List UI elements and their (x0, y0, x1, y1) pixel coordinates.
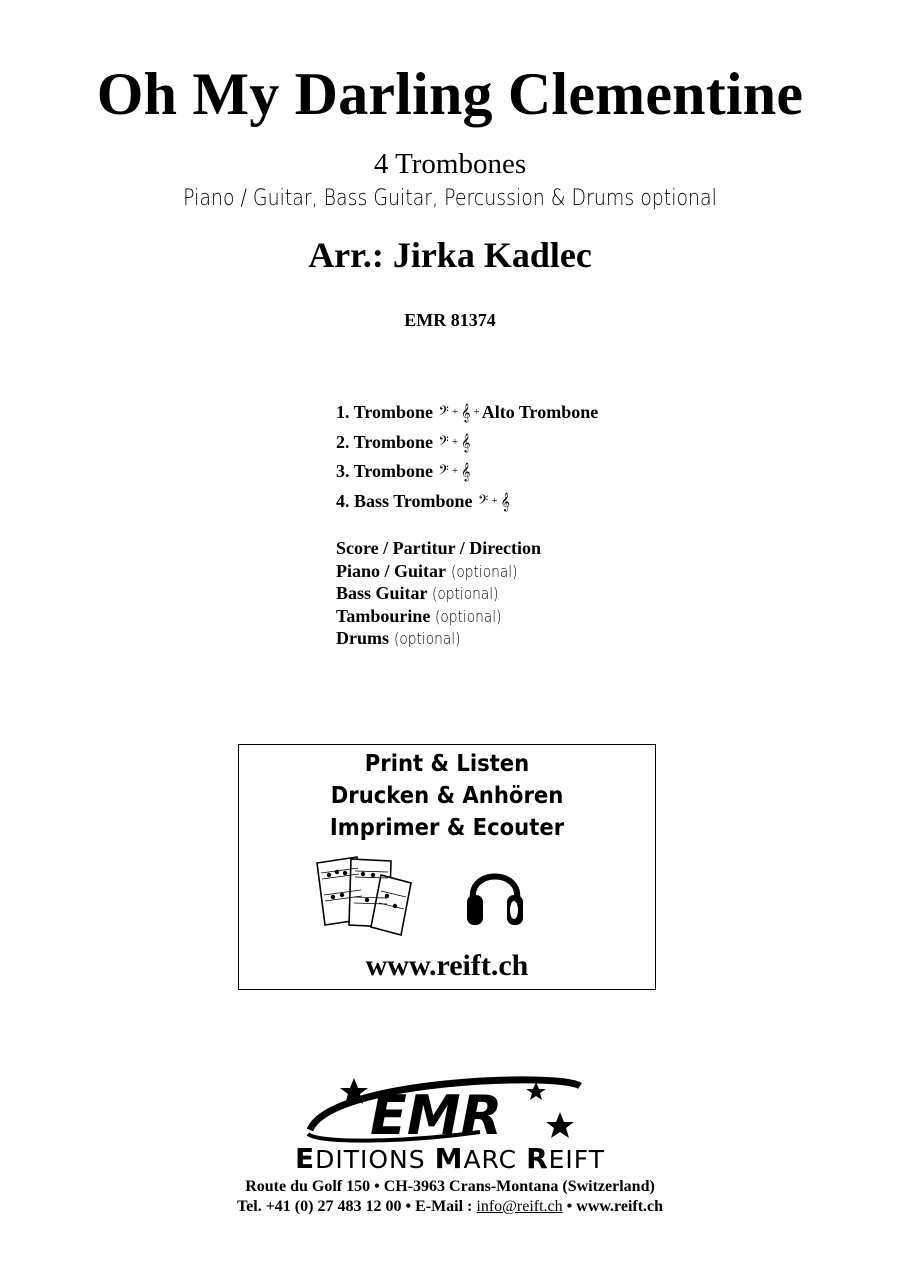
email-link[interactable]: info@reift.ch (476, 1198, 563, 1215)
part-suffix: Alto Trombone (481, 402, 599, 422)
part-label: 1. Trombone (336, 402, 434, 422)
plus-icon: + (451, 435, 459, 448)
promo-line-en: Print & Listen (364, 751, 530, 777)
extra-note: (optional) (434, 606, 502, 626)
star-icon (546, 1112, 574, 1138)
bass-clef-icon: 𝄢 (478, 493, 489, 511)
instrumentation: Piano / Guitar, Bass Guitar, Percussion & Drums optional (183, 186, 717, 211)
parts-list (336, 402, 756, 520)
extra-label: Piano / Guitar (336, 560, 447, 581)
promo-line-de: Drucken & Anhören (330, 783, 564, 809)
catalog-number: EMR 81374 (404, 310, 496, 330)
publisher-name: EDITIONS MARC REIFT (294, 1142, 606, 1175)
part-item (336, 432, 756, 462)
sheet-music-icon (309, 853, 425, 937)
extra-label: Score / Partitur / Direction (336, 538, 541, 558)
title: Oh My Darling Clementine (96, 61, 804, 127)
treble-clef-icon: 𝄞 (461, 464, 471, 481)
plus-icon: + (491, 494, 498, 507)
extra-item (336, 538, 736, 561)
treble-clef-icon: 𝄞 (461, 434, 471, 452)
website-link[interactable]: www.reift.ch (365, 949, 529, 982)
arranger: Arr.: Jirka Kadlec (308, 235, 592, 275)
plus-icon: + (451, 465, 459, 477)
part-item (336, 402, 756, 432)
plus-icon: + (473, 406, 480, 418)
treble-clef-icon: 𝄞 (461, 405, 471, 422)
extra-label: Bass Guitar (336, 583, 428, 603)
bass-clef-icon: 𝄢 (438, 434, 449, 452)
extra-label: Drums (336, 628, 389, 648)
part-item (336, 461, 756, 491)
contact-line (0, 1198, 900, 1216)
subtitle: 4 Trombones (373, 148, 527, 180)
extra-note: (optional) (450, 561, 518, 581)
headphones-icon (465, 855, 525, 931)
part-label: 3. Trombone (336, 461, 434, 481)
plus-icon: + (451, 406, 459, 418)
print-listen-box (238, 744, 656, 990)
extra-item (336, 583, 736, 606)
part-label: 4. Bass Trombone (336, 490, 473, 511)
extra-item (336, 606, 736, 629)
bass-clef-icon: 𝄢 (438, 464, 449, 481)
extras-list (336, 538, 736, 651)
contact-phone: Tel. +41 (0) 27 483 12 00 • E-Mail : (236, 1198, 473, 1215)
contact-website[interactable]: • www.reift.ch (566, 1198, 664, 1215)
promo-line-fr: Imprimer & Ecouter (329, 815, 565, 841)
star-icon (526, 1082, 546, 1100)
treble-clef-icon: 𝄞 (500, 493, 511, 511)
part-item (336, 491, 756, 521)
part-label: 2. Trombone (336, 431, 434, 452)
bass-clef-icon: 𝄢 (438, 405, 449, 422)
extra-note: (optional) (432, 584, 499, 603)
extra-item (336, 628, 736, 651)
extra-item (336, 561, 736, 584)
logo-text: EMR (370, 1084, 503, 1147)
extra-label: Tambourine (336, 605, 431, 626)
extra-note: (optional) (393, 629, 461, 648)
address: Route du Golf 150 • CH-3963 Crans-Montana (Switzerland) (245, 1178, 655, 1195)
